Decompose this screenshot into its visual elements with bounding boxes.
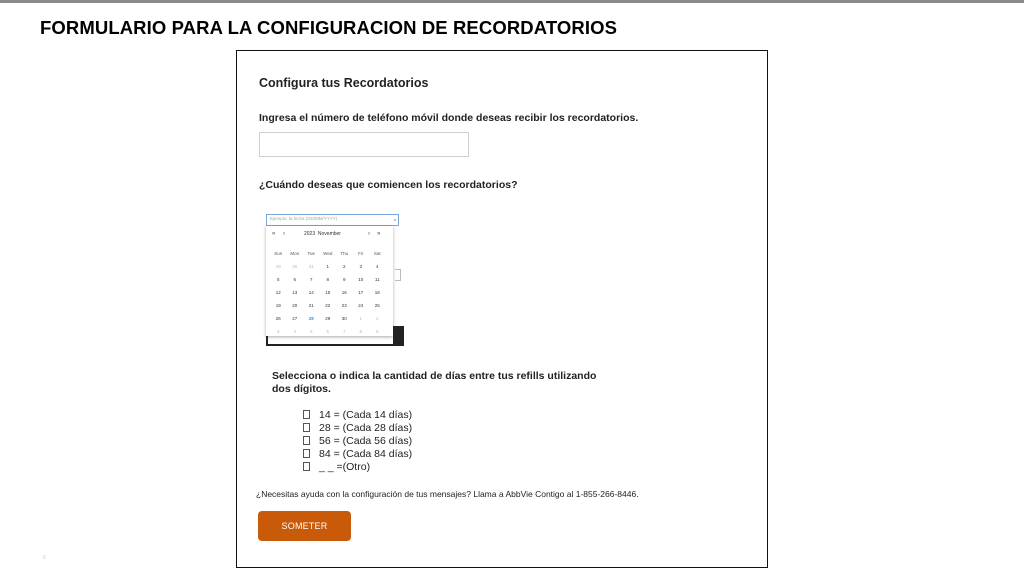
weekday-label: Wed xyxy=(323,251,333,256)
calendar-day[interactable]: 12 xyxy=(275,290,281,295)
checkbox-icon[interactable] xyxy=(303,462,310,471)
option-label: 84 = (Cada 84 días) xyxy=(319,447,413,460)
next-month-button[interactable]: › xyxy=(368,231,370,237)
calendar-day[interactable]: 4 xyxy=(375,264,379,269)
option-other[interactable] xyxy=(303,460,412,473)
calendar-day[interactable]: 17 xyxy=(358,290,364,295)
calendar-day[interactable]: 8 xyxy=(359,329,362,334)
calendar-icon[interactable]: ▫ xyxy=(393,217,396,224)
weekday-label: Sat xyxy=(373,251,381,256)
calendar-week xyxy=(270,260,390,273)
submit-button[interactable]: SOMETER xyxy=(258,511,351,541)
calendar-day[interactable]: 30 xyxy=(292,264,298,269)
calendar-day[interactable]: 30 xyxy=(341,316,347,321)
calendar-day[interactable]: 22 xyxy=(325,303,331,308)
calendar-day[interactable]: 14 xyxy=(308,290,314,295)
prev-month-button[interactable]: ‹ xyxy=(283,231,285,237)
calendar-day[interactable]: 15 xyxy=(325,290,331,295)
calendar-header xyxy=(304,230,341,238)
reminder-form xyxy=(236,50,768,568)
slide-title: FORMULARIO PARA LA CONFIGURACION DE RECORDATORIOS xyxy=(40,17,618,38)
form-heading: Configura tus Recordatorios xyxy=(259,76,429,90)
checkbox-icon[interactable] xyxy=(303,436,310,445)
option-28[interactable] xyxy=(303,421,412,434)
calendar-day[interactable]: 20 xyxy=(292,303,298,308)
calendar-day[interactable]: 7 xyxy=(309,277,313,282)
date-input-placeholder: Ejemplo: la fecha (DD/MM/YYYY) xyxy=(270,216,338,221)
option-14[interactable] xyxy=(303,408,412,421)
date-input[interactable] xyxy=(266,214,399,226)
calendar-day[interactable]: 6 xyxy=(293,277,296,282)
next-year-button[interactable]: » xyxy=(377,231,381,237)
calendar-day[interactable]: 1 xyxy=(359,316,362,321)
datepicker xyxy=(266,214,401,346)
calendar-day[interactable]: 29 xyxy=(325,316,331,321)
option-84[interactable] xyxy=(303,447,412,460)
days-question xyxy=(272,370,632,396)
weekday-label: Tue xyxy=(307,251,316,256)
calendar-day[interactable]: 27 xyxy=(292,316,298,321)
weekday-label: Sun xyxy=(274,251,283,256)
calendar-day[interactable]: 13 xyxy=(292,290,298,295)
checkbox-icon[interactable] xyxy=(303,449,310,458)
calendar-day[interactable]: 7 xyxy=(342,329,346,334)
days-question-line1: Selecciona o indica la cantidad de días entre tus refills utilizando xyxy=(272,370,597,382)
calendar-day[interactable]: 26 xyxy=(275,316,281,321)
prev-year-button[interactable]: « xyxy=(272,231,276,237)
calendar-day[interactable]: 2 xyxy=(375,316,379,321)
calendar-day[interactable]: 19 xyxy=(275,303,281,308)
calendar-grid xyxy=(270,247,390,338)
option-56[interactable] xyxy=(303,434,412,447)
top-rule xyxy=(0,0,1024,3)
weekday-row xyxy=(270,247,390,260)
calendar-day[interactable]: 11 xyxy=(374,277,380,282)
calendar-panel xyxy=(266,226,393,336)
datepicker-frame xyxy=(266,336,404,346)
calendar-day[interactable]: 3 xyxy=(276,329,280,334)
calendar-week xyxy=(270,273,390,286)
hidden-field-edge xyxy=(395,269,401,281)
calendar-day[interactable]: 24 xyxy=(358,303,364,308)
weekday-label: Mon xyxy=(290,251,300,256)
page-number: 8 xyxy=(43,555,46,561)
start-question: ¿Cuándo deseas que comiencen los recordatorios? xyxy=(259,179,518,191)
option-label: 28 = (Cada 28 días) xyxy=(319,421,413,434)
calendar-week xyxy=(270,312,390,325)
calendar-day[interactable]: 31 xyxy=(308,264,314,269)
checkbox-icon[interactable] xyxy=(303,410,310,419)
calendar-day[interactable]: 5 xyxy=(309,329,313,334)
calendar-day[interactable]: 8 xyxy=(326,277,329,282)
calendar-day[interactable]: 3 xyxy=(359,264,362,269)
calendar-day[interactable]: 10 xyxy=(358,277,364,282)
calendar-day[interactable]: 4 xyxy=(293,329,296,334)
calendar-day[interactable]: 23 xyxy=(341,303,347,308)
calendar-day[interactable]: 6 xyxy=(326,329,329,334)
days-question-line2: dos dígitos. xyxy=(272,383,331,395)
calendar-day[interactable]: 18 xyxy=(374,290,380,295)
calendar-week xyxy=(270,286,390,299)
calendar-day[interactable]: 1 xyxy=(326,264,329,269)
phone-question: Ingresa el número de teléfono móvil donde deseas recibir los recordatorios. xyxy=(259,112,639,124)
days-options xyxy=(303,408,412,473)
weekday-label: Thu xyxy=(340,251,349,256)
help-text: ¿Necesitas ayuda con la configuración de tus mensajes? Llama a AbbVie Contigo al 1-855-266-8446. xyxy=(256,489,639,499)
calendar-day[interactable]: 21 xyxy=(308,303,314,308)
calendar-day[interactable]: 29 xyxy=(275,264,281,269)
calendar-day[interactable]: 28 xyxy=(308,316,314,321)
option-label: 56 = (Cada 56 días) xyxy=(319,434,413,447)
datepicker-dark-bar xyxy=(393,326,404,346)
calendar-day[interactable]: 2 xyxy=(342,264,346,269)
calendar-day[interactable]: 16 xyxy=(341,290,347,295)
calendar-year[interactable]: 2023 xyxy=(304,231,316,237)
calendar-day[interactable]: 9 xyxy=(375,329,379,334)
calendar-day[interactable]: 5 xyxy=(276,277,280,282)
calendar-month[interactable]: November xyxy=(317,231,341,237)
option-label: 14 = (Cada 14 días) xyxy=(319,408,413,421)
phone-input[interactable] xyxy=(259,132,469,157)
weekday-label: Fri xyxy=(358,251,364,256)
checkbox-icon[interactable] xyxy=(303,423,310,432)
calendar-day[interactable]: 25 xyxy=(374,303,380,308)
calendar-week xyxy=(270,299,390,312)
option-label: _ _ =(Otro) xyxy=(319,460,371,473)
calendar-day[interactable]: 9 xyxy=(342,277,346,282)
